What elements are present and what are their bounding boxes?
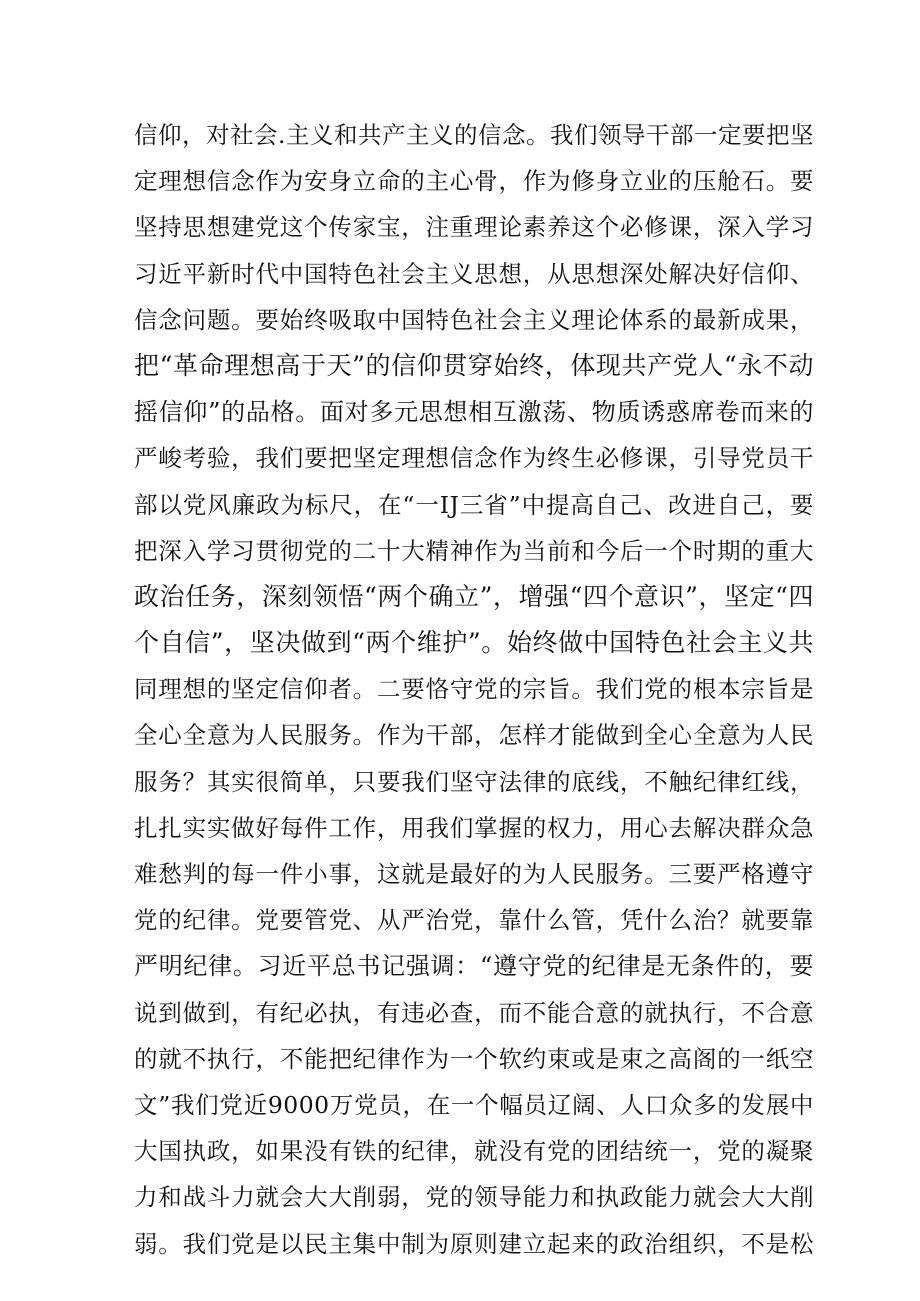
text-line-15: 服务？其实很简单，只要我们坚守法律的底线，不触纪律红线， xyxy=(134,767,814,796)
text-line-2: 定理想信念作为安身立命的主心骨，作为修身立业的压舱石。要 xyxy=(134,167,814,196)
text-line-10: 把深入学习贯彻党的二十大精神作为当前和今后一个时期的重大 xyxy=(134,536,814,565)
text-line-22: 文”我们党近9000万党员，在一个幅员辽阔、人口众多的发展中 xyxy=(134,1090,814,1119)
text-line-20: 说到做到，有纪必执，有违必查，而不能合意的就执行，不合意 xyxy=(134,998,814,1027)
text-line-1: 信仰，对社会.主义和共产主义的信念。我们领导干部一定要把坚 xyxy=(134,121,814,149)
text-line-17: 难愁判的每一件小事，这就是最好的为人民服务。三要严格遵守 xyxy=(134,860,814,888)
text-line-5: 信念问题。要始终吸取中国特色社会主义理论体系的最新成果， xyxy=(134,305,814,334)
text-line-14: 全心全意为人民服务。作为干部，怎样才能做到全心全意为人民 xyxy=(134,721,814,750)
text-line-9: 部以党风廉政为标尺，在“一IJ三省”中提高自己、改进自己，要 xyxy=(134,490,814,519)
text-line-4: 习近平新时代中国特色社会主义思想，从思想深处解决好信仰、 xyxy=(134,259,814,288)
text-line-8: 严峻考验，我们要把坚定理想信念作为终生必修课，引导党员干 xyxy=(134,444,814,473)
text-line-13: 同理想的坚定信仰者。二要恪守党的宗旨。我们党的根本宗旨是 xyxy=(134,675,814,704)
text-line-21: 的就不执行，不能把纪律作为一个软约束或是束之高阁的一纸空 xyxy=(134,1044,814,1073)
body-text xyxy=(134,112,814,1267)
text-line-23: 大国执政，如果没有铁的纪律，就没有党的团结统一，党的凝聚 xyxy=(134,1137,814,1166)
text-line-19: 严明纪律。习近平总书记强调：“遵守党的纪律是无条件的，要 xyxy=(134,952,814,981)
text-line-18: 党的纪律。党要管党、从严治党，靠什么管，凭什么治？就要靠 xyxy=(134,906,814,935)
text-line-11: 政治任务，深刻领悟“两个确立”，增强“四个意识”，坚定“四 xyxy=(134,581,814,611)
text-line-6: 把“革命理想高于天”的信仰贯穿始终，体现共产党人“永不动 xyxy=(134,350,814,380)
text-line-7: 摇信仰”的品格。面对多元思想相互激荡、物质诱惑席卷而来的 xyxy=(134,398,814,427)
text-line-12: 个自信”，坚决做到“两个维护”。始终做中国特色社会主义共 xyxy=(134,628,814,658)
text-line-24: 力和战斗力就会大大削弱，党的领导能力和执政能力就会大大削 xyxy=(134,1183,814,1212)
text-line-3: 坚持思想建党这个传家宝，注重理论素养这个必修课，深入学习 xyxy=(134,213,814,242)
text-line-25: 弱。我们党是以民主集中制为原则建立起来的政治组织，不是松 xyxy=(134,1229,814,1258)
text-line-16: 扎扎实实做好每件工作，用我们掌握的权力，用心去解决群众急 xyxy=(134,813,814,842)
